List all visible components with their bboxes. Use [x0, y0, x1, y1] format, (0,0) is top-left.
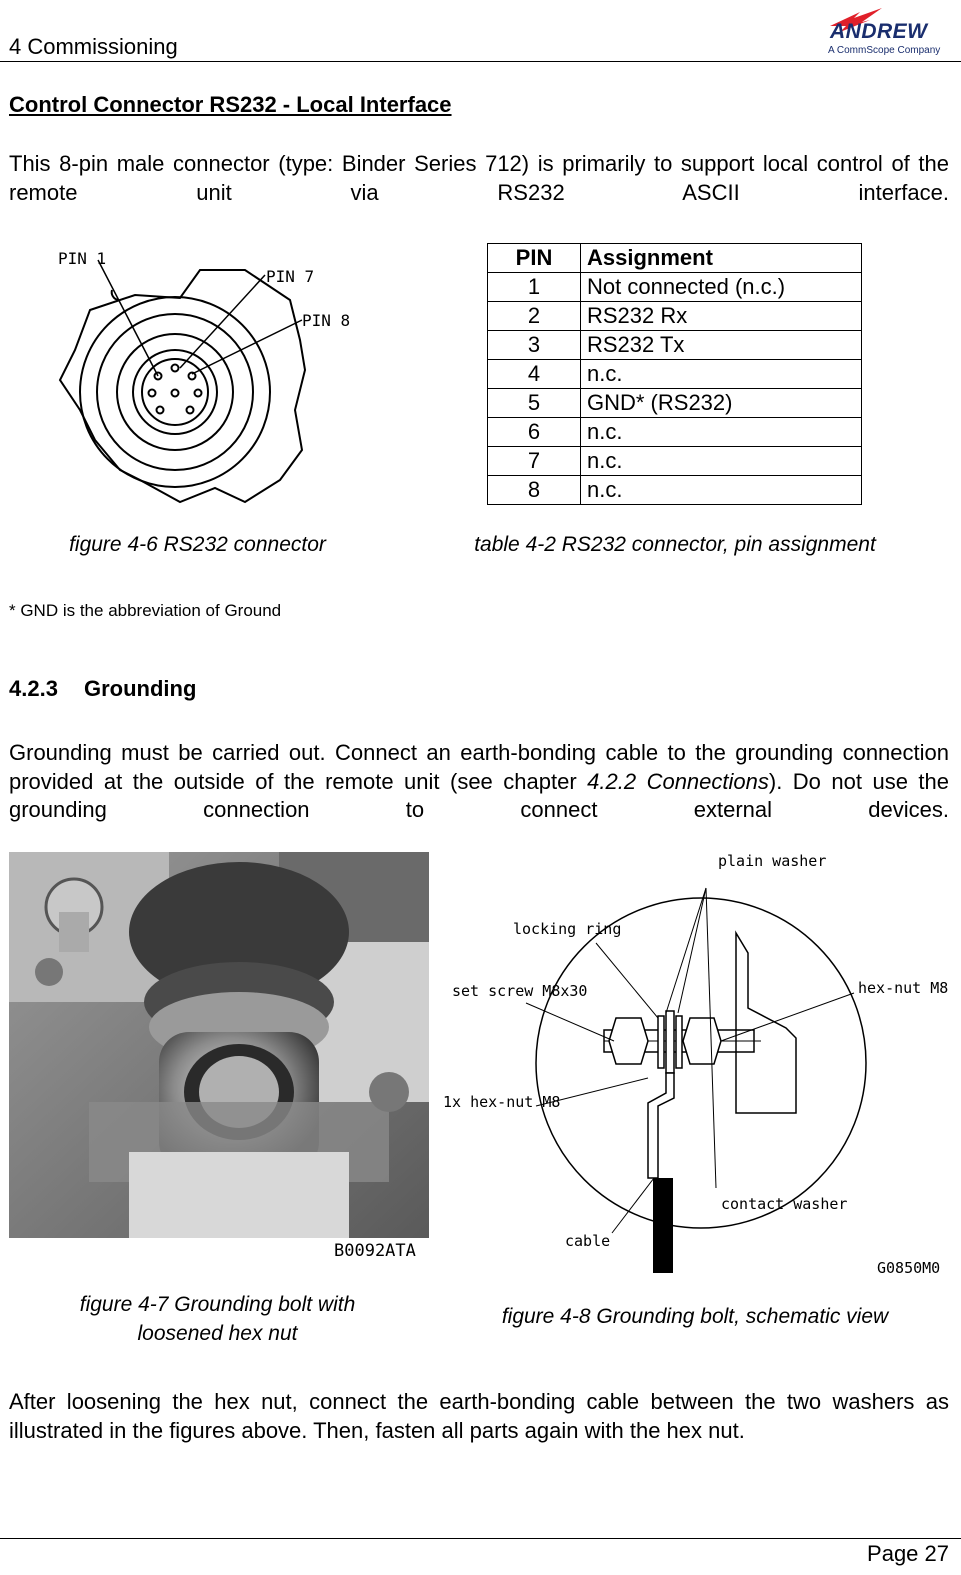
header-assignment: Assignment	[581, 244, 862, 273]
assignment-cell: n.c.	[581, 360, 862, 389]
section-heading: Control Connector RS232 - Local Interface	[9, 92, 452, 117]
table-row	[488, 447, 862, 476]
pin-cell: 6	[488, 418, 581, 447]
header-rule	[0, 61, 961, 62]
table-row	[488, 389, 862, 418]
assignment-cell: n.c.	[581, 418, 862, 447]
closing-paragraph: After loosening the hex nut, connect the earth-bonding cable between the two washers as illustrated in the figures above. Then, fasten all parts again with the hex nut.	[9, 1389, 949, 1443]
table-header-row	[488, 244, 862, 273]
section-title: Grounding	[84, 676, 197, 701]
logo-word: ANDREW	[830, 20, 928, 43]
intro-paragraph: This 8-pin male connector (type: Binder Series 712) is primarily to support local control of the remote unit via RS232 ASCII interface.	[9, 151, 949, 205]
table-row	[488, 302, 862, 331]
set-screw-label: set screw M8x30	[452, 982, 588, 1000]
table-row	[488, 418, 862, 447]
grounding-text-a: Grounding must be carried out. Connect an earth-bonding cable to the grounding connection provided at the outside of the remote unit (see chapter	[9, 740, 949, 794]
connector-caption: figure 4-6 RS232 connector	[69, 533, 326, 556]
table-caption: table 4-2 RS232 connector, pin assignment	[474, 533, 876, 556]
assignment-cell: n.c.	[581, 447, 862, 476]
pin-cell: 5	[488, 389, 581, 418]
pin1-label: PIN 1	[58, 249, 107, 268]
grounding-bolt-schematic	[436, 848, 956, 1278]
table-row	[488, 273, 862, 302]
plain-washer-label: plain washer	[718, 852, 827, 870]
pin-cell: 1	[488, 273, 581, 302]
photo-caption-line-1: figure 4-7 Grounding bolt with	[79, 1293, 356, 1316]
andrew-logo	[800, 4, 952, 60]
photo-caption-line-2: loosened hex nut	[137, 1322, 298, 1345]
pin7-label: PIN 7	[266, 267, 315, 286]
photo-code: B0092ATA	[334, 1241, 416, 1261]
pin-cell: 4	[488, 360, 581, 389]
table-row	[488, 476, 862, 505]
assignment-cell: Not connected (n.c.)	[581, 273, 862, 302]
pin-assignment-table	[487, 243, 862, 505]
table-row	[488, 331, 862, 360]
cable-label: cable	[565, 1232, 611, 1250]
assignment-cell: RS232 Tx	[581, 331, 862, 360]
logo-tagline: A CommScope Company	[828, 45, 941, 56]
pin-cell: 7	[488, 447, 581, 476]
one-hex-nut-label: 1x hex-nut M8	[443, 1093, 561, 1111]
photo-caption	[20, 1290, 415, 1348]
locking-ring-label: locking ring	[513, 920, 622, 938]
pin-cell: 8	[488, 476, 581, 505]
grounding-bolt-photo	[9, 852, 429, 1262]
assignment-cell: GND* (RS232)	[581, 389, 862, 418]
table-row	[488, 360, 862, 389]
pin-cell: 3	[488, 331, 581, 360]
contact-washer-label: contact washer	[721, 1195, 848, 1213]
pin8-label: PIN 8	[302, 311, 351, 330]
header-pin: PIN	[488, 244, 581, 273]
hex-nut-label: hex-nut M8	[858, 979, 949, 997]
section-number: 4.2.3	[9, 676, 58, 701]
grounding-paragraph	[9, 739, 949, 853]
page-number: Page 27	[867, 1541, 949, 1566]
grounding-text-b: ). Do not use the grounding connection to connect external devices.	[9, 768, 950, 822]
schematic-code: G0850M0	[877, 1259, 941, 1277]
chapter-reference: 4.2.2 Connections	[587, 768, 769, 794]
gnd-footnote: * GND is the abbreviation of Ground	[9, 601, 282, 620]
assignment-cell: n.c.	[581, 476, 862, 505]
grounding-heading	[9, 676, 196, 702]
schematic-caption: figure 4-8 Grounding bolt, schematic view	[501, 1305, 889, 1328]
assignment-cell: RS232 Rx	[581, 302, 862, 331]
footer-rule	[0, 1538, 961, 1539]
rs232-connector-drawing	[40, 240, 370, 510]
chapter-title: 4 Commissioning	[9, 34, 178, 59]
pin-cell: 2	[488, 302, 581, 331]
